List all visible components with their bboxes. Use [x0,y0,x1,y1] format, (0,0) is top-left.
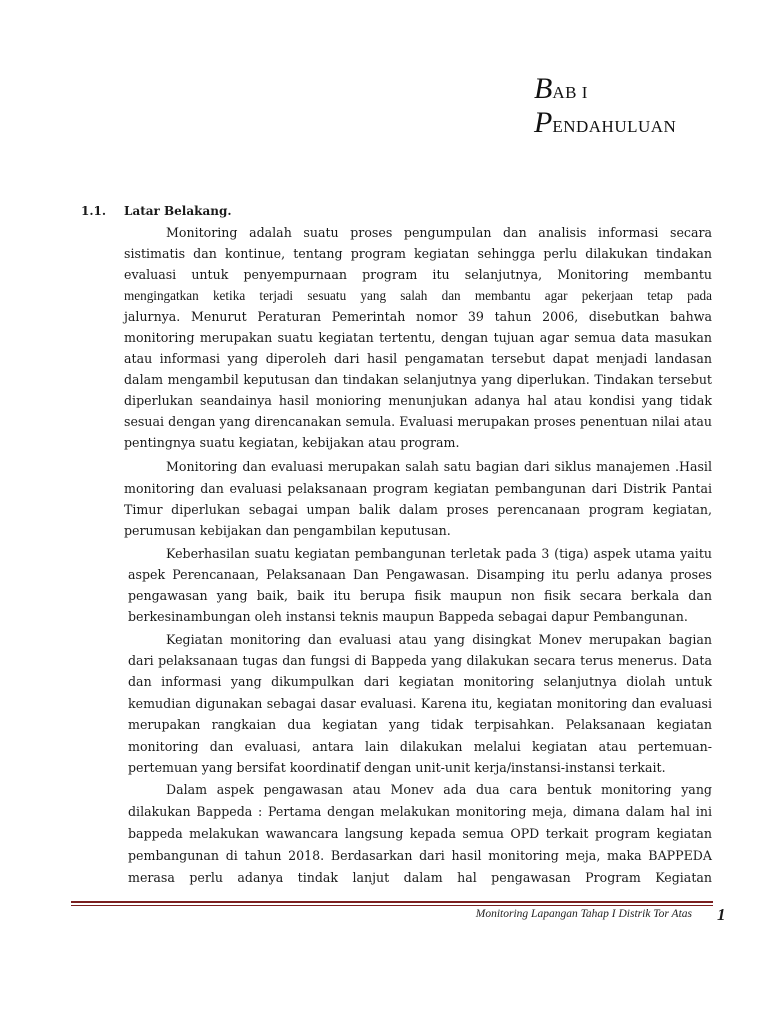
chapter-heading-rest: AB I [552,83,588,102]
text-line: berkesinambungan oleh instansi teknis maupun Bappeda sebagai dapur Pembangunan. [128,609,688,624]
text-line: merupakan rangkaian dua kegiatan yang tidak terpisahkan. Pelaksanaan kegiatan [128,717,712,732]
text-line: monitoring merupakan suatu kegiatan tertentu, dengan tujuan agar semua data masukan [124,330,712,345]
text-line: Dalam aspek pengawasan atau Monev ada dua cara bentuk monitoring yang [166,782,712,797]
footer-rule-thin [71,905,713,906]
text-line: evaluasi untuk penyempurnaan program itu selanjutnya, Monitoring membantu [124,267,712,282]
chapter-title [534,106,676,140]
text-line: sistimatis dan kontinue, tentang program kegiatan sehingga perlu dilakukan tindakan [124,246,712,261]
text-line: pentingnya suatu kegiatan, kebijakan atau program. [124,435,460,450]
text-line: atau informasi yang diperoleh dari hasil pengamatan tersebut dapat menjadi landasan [124,351,712,366]
chapter-title-rest: ENDAHULUAN [552,117,677,136]
text-line: merasa perlu adanya tindak lanjut dalam hal pengawasan Program Kegiatan [128,870,712,885]
text-line: Timur diperlukan sebagai umpan balik dalam proses perencanaan program kegiatan, [124,502,712,517]
text-line: monitoring dan evaluasi, antara lain dilakukan melalui kegiatan atau pertemuan- [128,739,712,754]
text-line: diperlukan seandainya hasil monioring menunjukan adanya hal atau kondisi yang tidak [124,393,712,408]
text-line: Monitoring adalah suatu proses pengumpulan dan analisis informasi secara [166,225,712,240]
section-title: Latar Belakang. [124,204,232,218]
footer-rule [71,901,713,903]
text-line: dari pelaksanaan tugas dan fungsi di Bappeda yang dilakukan secara terus menerus. Data [128,653,712,668]
chapter-heading [534,72,588,106]
text-line: mengingatkan ketika terjadi sesuatu yang salah dan membantu agar pekerjaan tetap pada [124,288,712,303]
chapter-heading-initial: B [534,72,553,105]
text-line: pertemuan yang bersifat koordinatif dengan unit-unit kerja/instansi-instansi terkait. [128,760,666,775]
text-line: jalurnya. Menurut Peraturan Pemerintah nomor 39 tahun 2006, disebutkan bahwa [124,309,712,324]
text-line: Kegiatan monitoring dan evaluasi atau yang disingkat Monev merupakan bagian [166,632,712,647]
text-line: monitoring dan evaluasi pelaksanaan program kegiatan pembangunan dari Distrik Pantai [124,481,712,496]
text-line: pengawasan yang baik, baik itu berupa fisik maupun non fisik secara berkala dan [128,588,712,603]
section-number: 1.1. [81,204,107,218]
page-number: 1 [717,905,726,924]
footer-text: Monitoring Lapangan Tahap I Distrik Tor Atas [475,908,692,920]
text-line: pembangunan di tahun 2018. Berdasarkan dari hasil monitoring meja, maka BAPPEDA [128,848,712,863]
chapter-title-initial: P [534,106,553,139]
text-line: aspek Perencanaan, Pelaksanaan Dan Pengawasan. Disamping itu perlu adanya proses [128,567,712,582]
text-line: dalam mengambil keputusan dan tindakan selanjutnya yang diperlukan. Tindakan tersebut [124,372,712,387]
text-line: sesuai dengan yang direncanakan semula. Evaluasi merupakan proses penentuan nilai atau [124,414,712,429]
text-line: kemudian digunakan sebagai dasar evaluasi. Karena itu, kegiatan monitoring dan evaluasi [128,696,712,711]
text-line: dilakukan Bappeda : Pertama dengan melakukan monitoring meja, dimana dalam hal ini [128,804,712,819]
text-line: bappeda melakukan wawancara langsung kepada semua OPD terkait program kegiatan [128,826,712,841]
text-line: Keberhasilan suatu kegiatan pembangunan terletak pada 3 (tiga) aspek utama yaitu [166,546,712,561]
text-line: dan informasi yang dikumpulkan dari kegiatan monitoring selanjutnya diolah untuk [128,674,712,689]
text-line: perumusan kebijakan dan pengambilan keputusan. [124,523,451,538]
text-line: Monitoring dan evaluasi merupakan salah satu bagian dari siklus manajemen .Hasil [166,459,712,474]
